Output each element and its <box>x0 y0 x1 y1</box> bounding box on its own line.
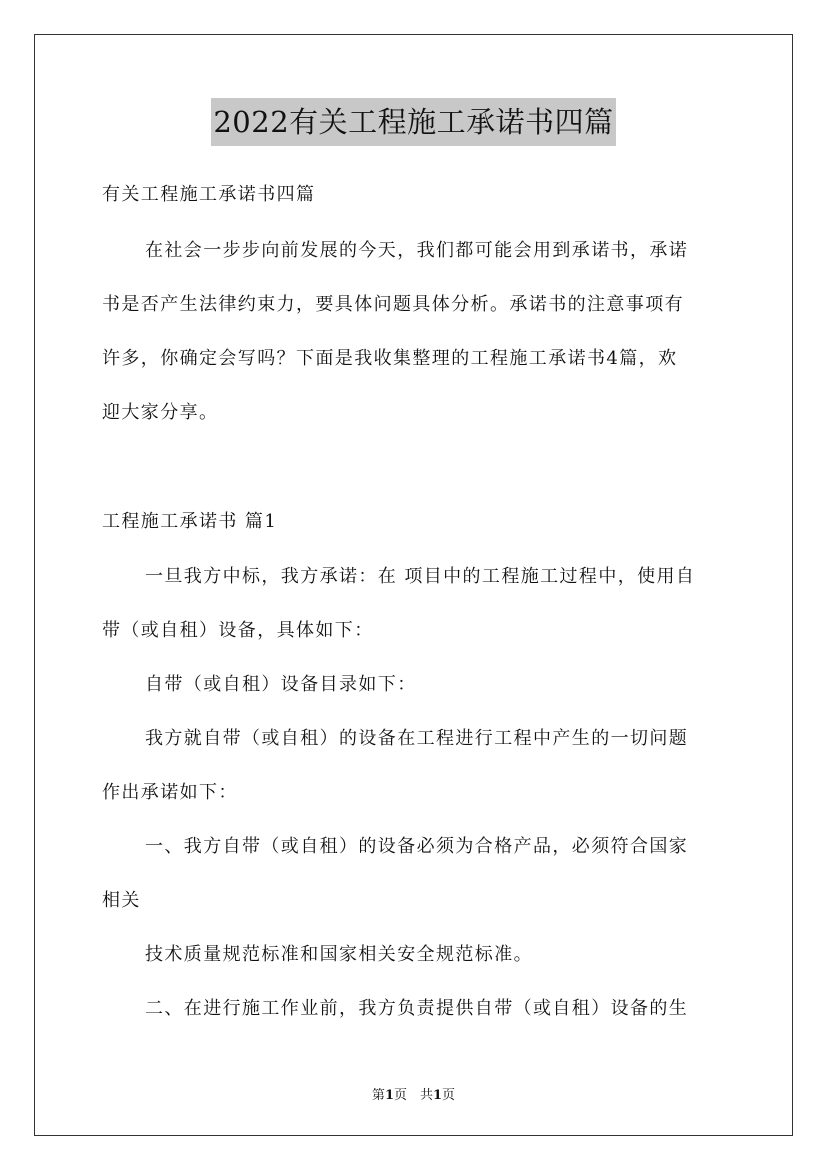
paragraph-line: 迎大家分享。 <box>102 402 219 423</box>
paragraph-line: 书是否产生法律约束力，要具体问题具体分析。承诺书的注意事项有 <box>102 294 684 315</box>
footer-page-total: 1 <box>433 1088 443 1103</box>
paragraph-line: 一、我方自带（或自租）的设备必须为合格产品，必须符合国家 <box>145 836 689 857</box>
footer-page-prefix: 第 <box>371 1088 385 1103</box>
subtitle-line: 有关工程施工承诺书四篇 <box>102 184 316 205</box>
footer-page-suffix: 页 <box>442 1088 456 1103</box>
paragraph-line: 许多，你确定会写吗？下面是我收集整理的工程施工承诺书4篇，欢 <box>102 348 678 369</box>
paragraph-line: 二、在进行施工作业前，我方负责提供自带（或自租）设备的生 <box>145 998 689 1019</box>
document-title: 2022有关工程施工承诺书四篇 <box>211 98 615 146</box>
section-heading: 工程施工承诺书 篇1 <box>102 511 278 532</box>
page-footer <box>0 1084 827 1103</box>
footer-page-number: 1 <box>384 1088 394 1103</box>
paragraph-line: 作出承诺如下： <box>102 782 238 803</box>
paragraph-line: 带（或自租）设备，具体如下： <box>102 620 374 641</box>
footer-page-mid: 页 共 <box>393 1088 433 1103</box>
paragraph-line: 在社会一步步向前发展的今天，我们都可能会用到承诺书，承诺 <box>145 240 689 261</box>
paragraph-line: 一旦我方中标，我方承诺：在 项目中的工程施工过程中，使用自 <box>145 566 696 587</box>
paragraph-line: 相关 <box>102 890 141 911</box>
paragraph-line: 技术质量规范标准和国家相关安全规范标准。 <box>145 944 533 965</box>
paragraph-line: 我方就自带（或自租）的设备在工程进行工程中产生的一切问题 <box>145 728 689 749</box>
paragraph-line: 自带（或自租）设备目录如下： <box>145 674 417 695</box>
